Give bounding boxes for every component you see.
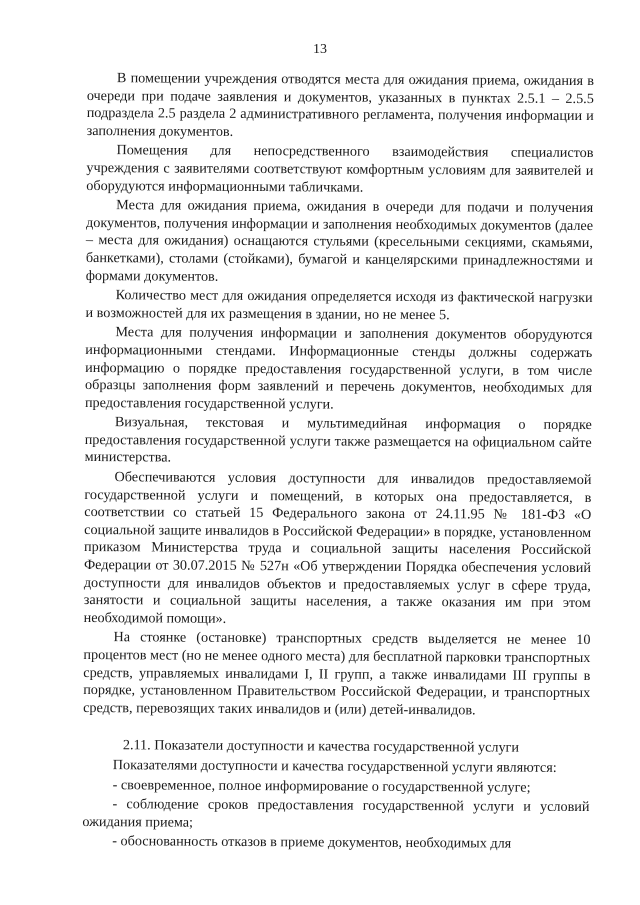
- paragraph-accessibility: Обеспечиваются условия доступности для инвалидов предоставляемой государственной услуги и помещений, в которых она предоставляется, в соответствии со статьей 15 Федерального закона от 24.11.95 № 181-ФЗ «О социальной защите инвалидов в Российской Федерации» в порядке, установленном приказом Министерства труда и социальной защиты населения Российской Федерации от 30.07.2015 № 527н «Об утверждении Порядка обеспечения условий доступности для инвалидов объектов и предоставляемых услуг в сфере труда, занятости и социальной защиты населения, а также оказания им при этом необходимой помощи».: [83, 469, 592, 627]
- body-text: [82, 70, 594, 856]
- section-heading: 2.11. Показатели доступности и качества государственной услуги: [122, 737, 520, 757]
- paragraph-waiting-places: В помещении учреждения отводятся места для ожидания приема, ожидания в очереди при подаче заявления и документов, указанных в пунктах 2.5.1 – 2.5.5 подраздела 2.5 раздела 2 административного регламента, получения информации и заполнения документов.: [86, 70, 594, 140]
- paragraph-parking: На стоянке (остановке) транспортных средств выделяется не менее 10 процентов мест (но не менее одного места) для бесплатной парковки транспортных средств, управляемых инвалидами I, II групп, а также инвалидами III группы в порядке, установленном Правительством Российской Федерации, и транспортных средств, перевозящих таких инвалидов и (или) детей-инвалидов.: [83, 629, 591, 719]
- list-item: - своевременное, полное информирование о государственной услуге;: [112, 776, 531, 796]
- section-intro: Показателями доступности и качества государственной услуги являются:: [112, 757, 557, 776]
- list-item: - соблюдение сроков предоставления государственной услуги и условий ожидания приема;: [82, 796, 590, 831]
- paragraph-website-info: Визуальная, текстовая и мультимедийная информация о порядке предоставления государственной услуги также размещается на официальном сайте министерства.: [84, 414, 592, 466]
- list-item: - обоснованность отказов в приеме документов, необходимых для: [112, 833, 512, 852]
- paragraph-info-stands: Места для получения информации и заполнения документов оборудуются информационными стендами. Информационные стенды должны содержать информацию о порядке предоставления государственной услуги, в том числе образцы заполнения форм заявлений и перечень документов, необходимых для предоставления государственной услуги.: [84, 324, 593, 413]
- paragraph-waiting-equipment: Места для ожидания приема, ожидания в очереди для подачи и получения документов, получения информации и заполнения необходимых документов (далее – места для ожидания) оснащаются стульями (кресельными секциями, скамьями, банкетками), столами (стойками), бумагой и канцелярскими принадлежностями и формами документов.: [85, 197, 594, 285]
- paragraph-seat-count: Количество мест для ожидания определяется исходя из фактической нагрузки и возможностей для их размещения в здании, но не менее 5.: [85, 287, 593, 323]
- paragraph-interaction-rooms: Помещения для непосредственного взаимодействия специалистов учреждения с заявителями соответствуют комфортным условиям для заявителей и оборудуются информационными табличками.: [86, 142, 594, 196]
- page-number: 13: [313, 42, 327, 57]
